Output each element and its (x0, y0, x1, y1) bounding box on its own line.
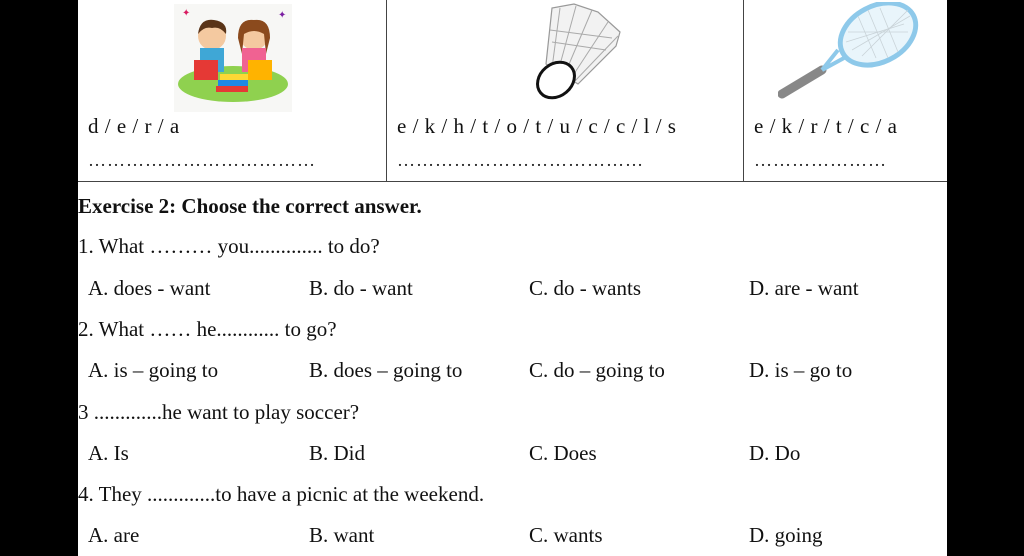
q4-option-d[interactable]: D. going (749, 523, 823, 547)
question-3: 3 .............he want to play soccer? (78, 400, 360, 424)
q2-option-c[interactable]: C. do – going to (529, 358, 665, 382)
q4-option-a[interactable]: A. are (88, 523, 140, 547)
q2-option-a[interactable]: A. is – going to (88, 358, 219, 382)
q3-option-a[interactable]: A. Is (88, 441, 129, 465)
q1-option-d[interactable]: D. are - want (749, 276, 859, 300)
exercise-title: Exercise 2: Choose the correct answer. (78, 194, 422, 218)
picture-cell-1 (78, 0, 387, 181)
picture-cell-2 (387, 0, 744, 181)
q3-option-d[interactable]: D. Do (749, 441, 801, 465)
answer-blank-2[interactable]: ………………………………… (397, 150, 644, 170)
worksheet-page (78, 0, 947, 556)
q2-option-b[interactable]: B. does – going to (309, 358, 463, 382)
q1-option-a[interactable]: A. does - want (88, 276, 211, 300)
question-4: 4. They .............to have a picnic at the weekend. (78, 482, 485, 506)
question-1: 1. What ……… you.............. to do? (78, 234, 380, 258)
question-2: 2. What …… he............ to go? (78, 317, 337, 341)
q4-option-b[interactable]: B. want (309, 523, 375, 547)
tennis-racket-icon (778, 2, 924, 102)
q3-option-b[interactable]: B. Did (309, 441, 366, 465)
shuttlecock-icon (512, 2, 624, 102)
children-reading-icon (174, 4, 292, 112)
svg-text:✦: ✦ (278, 10, 287, 21)
q1-option-c[interactable]: C. do - wants (529, 276, 641, 300)
q4-option-c[interactable]: C. wants (529, 523, 603, 547)
q1-option-b[interactable]: B. do - want (309, 276, 413, 300)
scramble-word-1: d / e / r / a (88, 114, 180, 138)
answer-blank-3[interactable]: ………………… (754, 150, 887, 170)
scramble-word-3: e / k / r / t / c / a (754, 114, 898, 138)
q2-option-d[interactable]: D. is – go to (749, 358, 853, 382)
answer-blank-1[interactable]: ……………………………… (88, 150, 316, 170)
q3-option-c[interactable]: C. Does (529, 441, 597, 465)
picture-cell-3 (744, 0, 947, 181)
scramble-word-2: e / k / h / t / o / t / u / c / c / l / s (397, 114, 677, 138)
picture-table (78, 0, 947, 182)
svg-text:✦: ✦ (182, 8, 191, 19)
